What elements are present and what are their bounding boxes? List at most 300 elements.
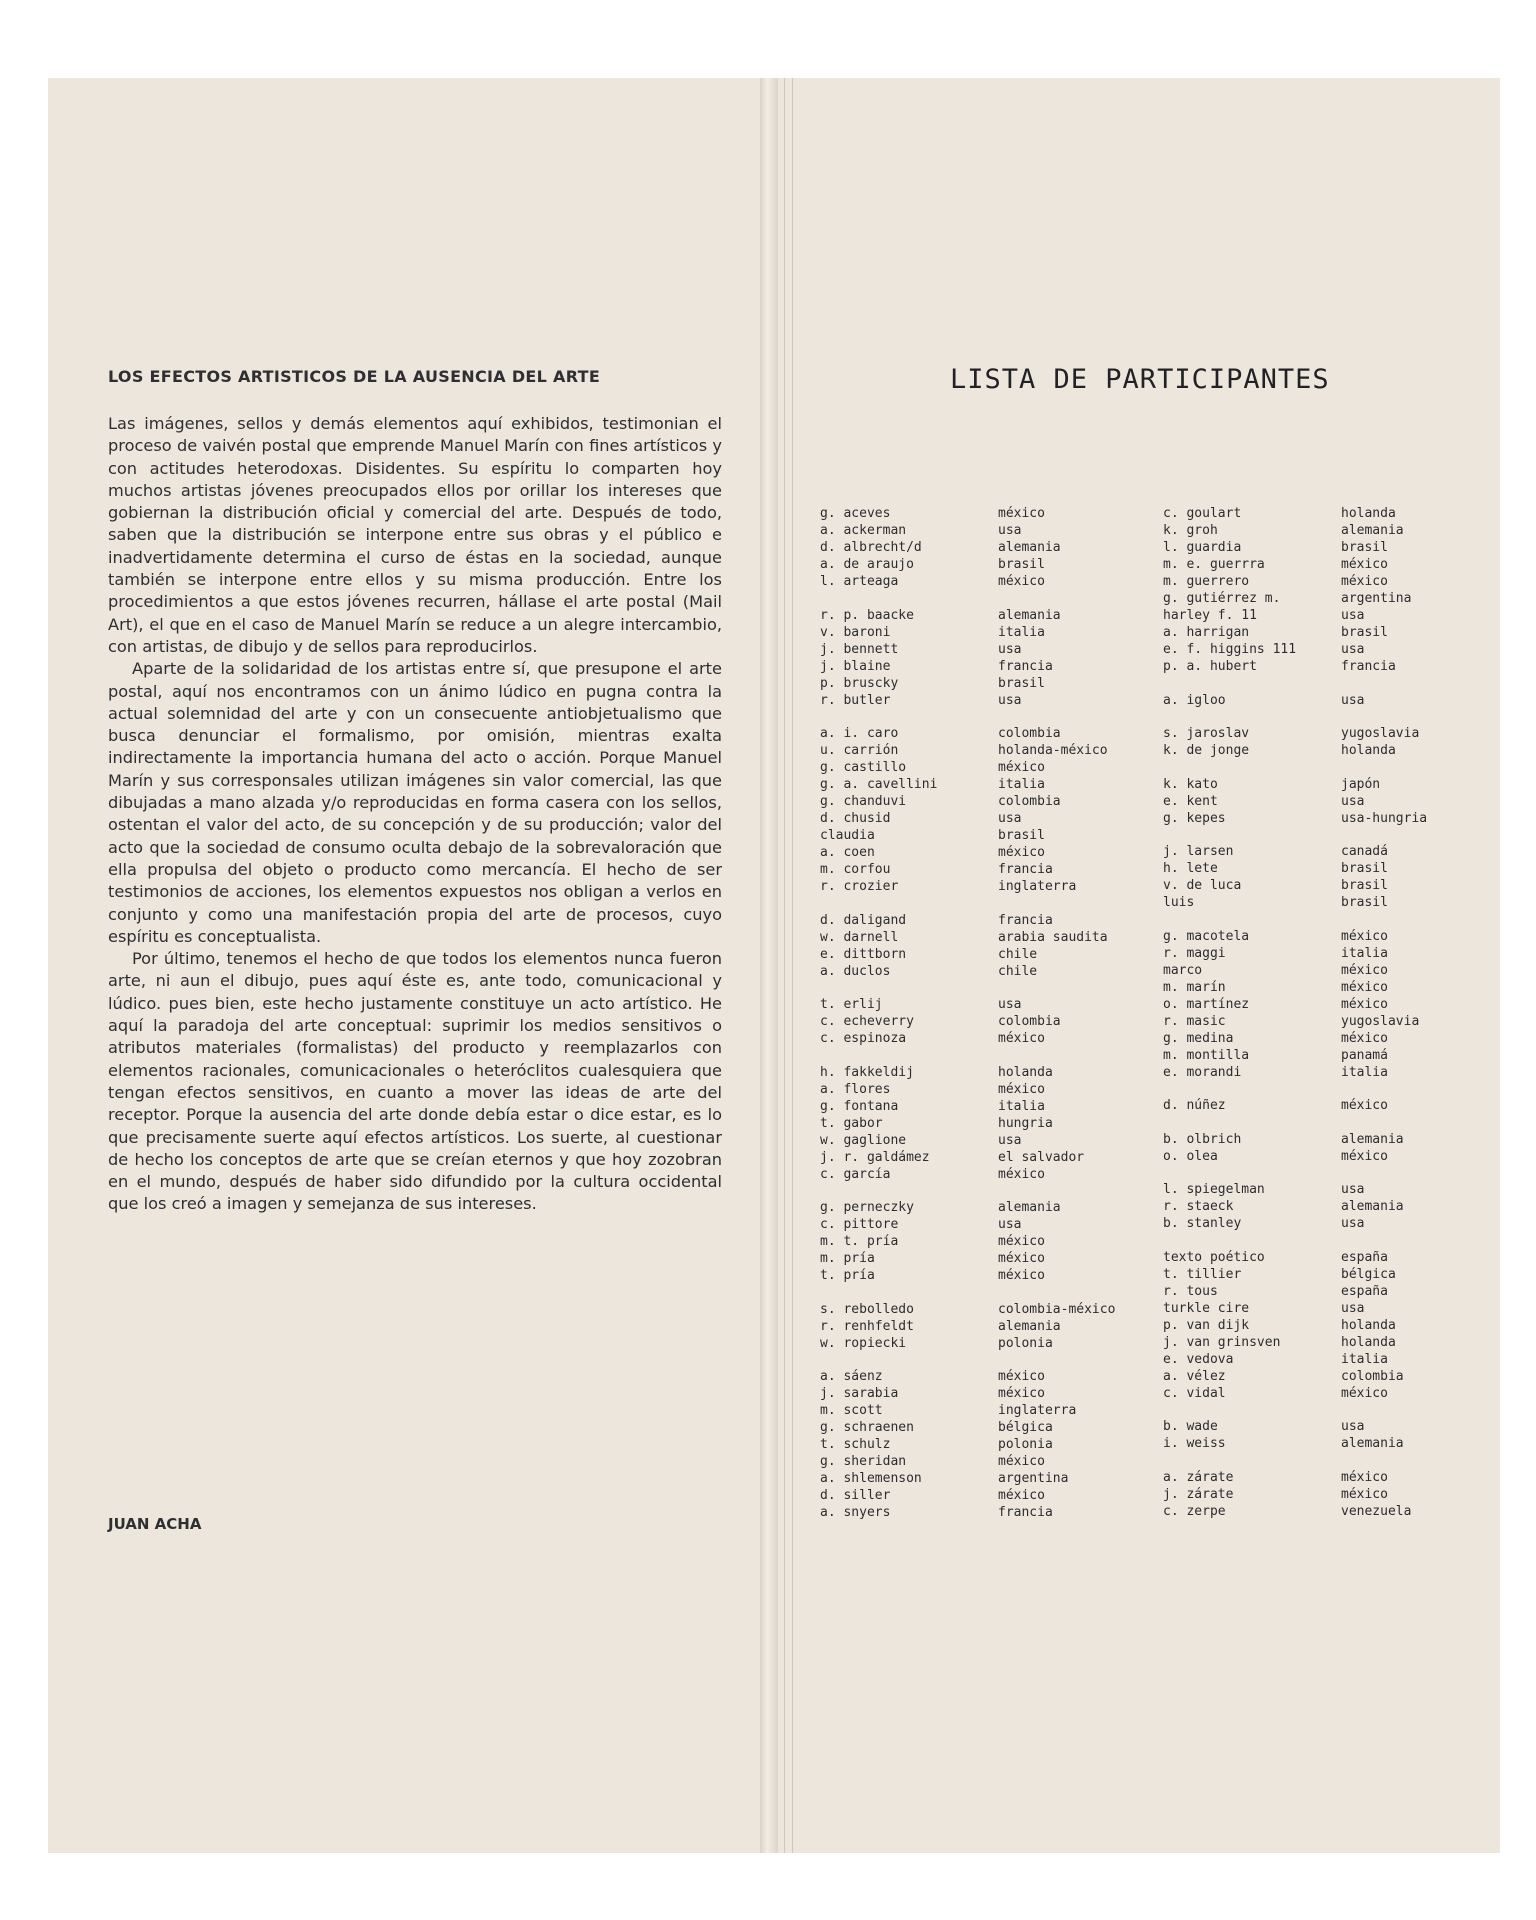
participant-row [1163, 928, 1513, 945]
participant-row [1163, 742, 1513, 759]
participant-country: méxico [1341, 928, 1388, 944]
participant-name: r. maggi [1163, 945, 1226, 961]
participant-name: luis [1163, 895, 1195, 910]
participant-country: méxico [998, 506, 1045, 521]
participant-row [820, 641, 1170, 658]
participant-row [820, 1149, 1170, 1166]
participant-country: panamá [1341, 1047, 1388, 1063]
participant-row [1163, 624, 1513, 641]
participant-country: alemania [1341, 523, 1404, 538]
participant-country: canadá [1341, 844, 1388, 859]
participant-name: m. e. guerrra [1163, 557, 1265, 572]
participant-group [820, 1064, 1170, 1183]
participant-country: brasil [1341, 878, 1388, 893]
participant-name: a. igloo [1163, 692, 1226, 708]
participant-country: colombia-méxico [998, 1301, 1116, 1317]
participant-row [1163, 1131, 1513, 1148]
participant-name: claudia [820, 828, 875, 843]
participant-row [820, 1115, 1170, 1132]
participant-country: colombia [1341, 1368, 1404, 1384]
participant-row [820, 1470, 1170, 1487]
participant-country: polonia [998, 1437, 1053, 1452]
participant-country: usa [1341, 1300, 1365, 1316]
participant-name: h. fakkeldij [820, 1064, 914, 1080]
participant-name: j. sarabia [820, 1386, 899, 1401]
participant-row [820, 658, 1170, 675]
participant-name: c. pittore [820, 1217, 899, 1232]
participant-row [1163, 539, 1513, 556]
participant-name: r. butler [820, 692, 891, 708]
participant-row [820, 1335, 1170, 1352]
participant-row [1163, 692, 1513, 709]
participant-name: b. stanley [1163, 1216, 1242, 1231]
participant-country: usa [1341, 642, 1365, 657]
participant-name: r. renhfeldt [820, 1318, 914, 1334]
participant-country: méxico [1341, 1030, 1388, 1046]
participant-group [1163, 1131, 1513, 1165]
participant-name: m. scott [820, 1403, 883, 1418]
participant-row [1163, 725, 1513, 742]
participant-row [820, 861, 1170, 878]
participant-row [1163, 1385, 1513, 1402]
participant-country: holanda [1341, 743, 1396, 758]
participant-country: usa [998, 1217, 1022, 1232]
participant-row [1163, 1013, 1513, 1030]
participant-country: méxico [998, 1268, 1045, 1283]
participant-country: usa [998, 641, 1022, 657]
participant-row [1163, 1249, 1513, 1266]
participant-name: k. groh [1163, 523, 1218, 538]
participant-name: c. vidal [1163, 1385, 1226, 1401]
participant-row [820, 912, 1170, 929]
participant-row [820, 1081, 1170, 1098]
participant-country: méxico [998, 1081, 1045, 1097]
participant-name: o. martínez [1163, 996, 1250, 1012]
participant-row [1163, 505, 1513, 522]
participant-group [1163, 928, 1513, 1081]
participant-country: bélgica [1341, 1266, 1396, 1282]
participant-name: c. echeverry [820, 1014, 914, 1029]
participant-name: t. gabor [820, 1115, 883, 1131]
participant-country: méxico [1341, 996, 1388, 1012]
participant-name: j. blaine [820, 658, 891, 674]
participant-name: l. spiegelman [1163, 1182, 1265, 1197]
participant-row [820, 963, 1170, 980]
participant-row [820, 725, 1170, 742]
participant-group [1163, 843, 1513, 911]
participant-group [1163, 1249, 1513, 1402]
participant-name: c. zerpe [1163, 1503, 1226, 1519]
participant-country: alemania [1341, 1199, 1404, 1214]
participant-country: brasil [1341, 625, 1388, 640]
participant-row [1163, 1503, 1513, 1520]
participant-row [1163, 590, 1513, 607]
participant-row [820, 878, 1170, 895]
participant-country: méxico [998, 1369, 1045, 1384]
participant-row [820, 759, 1170, 776]
participant-country: italia [998, 1098, 1045, 1114]
fold-crease [792, 78, 793, 1853]
participant-row [820, 776, 1170, 793]
participant-country: usa [1341, 692, 1365, 708]
participant-row [1163, 894, 1513, 911]
participant-country: francia [1341, 659, 1396, 674]
participant-name: texto poético [1163, 1249, 1265, 1265]
participant-country: usa [1341, 793, 1365, 809]
participant-name: j. bennett [820, 641, 899, 657]
participant-name: g. kepes [1163, 810, 1226, 826]
participant-name: w. darnell [820, 929, 899, 945]
participant-row [820, 742, 1170, 759]
participant-country: usa [998, 692, 1022, 708]
participant-name: t. erlij [820, 997, 883, 1012]
participant-row [1163, 1469, 1513, 1486]
participants-column-right [1163, 505, 1513, 1536]
participant-name: m. corfou [820, 862, 891, 877]
participant-group [1163, 1097, 1513, 1114]
participant-row [820, 1504, 1170, 1521]
participant-country: yugoslavia [1341, 1013, 1420, 1029]
participant-name: b. wade [1163, 1419, 1218, 1434]
participant-country: japón [1341, 776, 1381, 792]
participant-name: e. vedova [1163, 1351, 1234, 1367]
participant-group [1163, 1469, 1513, 1520]
participant-country: méxico [1341, 574, 1388, 589]
participant-name: t. tillier [1163, 1266, 1242, 1282]
participant-name: g. gutiérrez m. [1163, 591, 1281, 606]
participant-name: c. garcía [820, 1166, 891, 1182]
participant-row [820, 573, 1170, 590]
participant-name: e. morandi [1163, 1064, 1242, 1080]
participant-row [820, 1216, 1170, 1233]
participant-country: colombia [998, 794, 1061, 809]
participant-row [820, 556, 1170, 573]
participant-row [1163, 776, 1513, 793]
participant-country: inglaterra [998, 879, 1077, 894]
participant-row [820, 1013, 1170, 1030]
participant-country: francia [998, 862, 1053, 877]
participant-name: h. lete [1163, 861, 1218, 876]
participant-row [820, 929, 1170, 946]
participant-country: italia [1341, 945, 1388, 961]
essay-title: LOS EFECTOS ARTISTICOS DE LA AUSENCIA DEL ARTE [108, 367, 601, 386]
participant-row [1163, 945, 1513, 962]
participant-name: g. fontana [820, 1098, 899, 1114]
participant-country: el salvador [998, 1149, 1085, 1165]
participant-row [1163, 1435, 1513, 1452]
participant-name: a. snyers [820, 1505, 891, 1520]
participant-name: v. baroni [820, 624, 891, 640]
participant-country: méxico [1341, 1385, 1388, 1401]
participant-group [1163, 1181, 1513, 1232]
participant-name: c. espinoza [820, 1031, 907, 1046]
participant-name: a. ackerman [820, 523, 907, 538]
participant-row [1163, 1030, 1513, 1047]
participant-country: italia [1341, 1351, 1388, 1367]
participant-row [1163, 607, 1513, 624]
participant-name: c. goulart [1163, 506, 1242, 521]
participant-row [820, 1385, 1170, 1402]
essay-body [108, 413, 722, 1216]
participant-row [1163, 996, 1513, 1013]
participant-row [820, 996, 1170, 1013]
participant-name: a. duclos [820, 963, 891, 979]
participant-name: g. macotela [1163, 928, 1250, 944]
participant-row [820, 624, 1170, 641]
participant-row [820, 692, 1170, 709]
essay-paragraph: Las imágenes, sellos y demás elementos aquí exhibidos, testimonian el proceso de vaivén postal que emprende Manuel Marín con fines artísticos y con actitudes heterodoxas. Disidentes. Su espíritu lo comparten hoy muchos artistas jóvenes preocupados ellos por orillar los intereses que gobiernan la distribución oficial y comercial del arte. Después de todo, saben que la distribución se interpone entre sus obras y el público e inadvertidamente determina el curso de éstas en la sociedad, aunque también se interpone entre ellos y su misma producción. Entre los procedimientos a que estos jóvenes recurren, hállase el arte postal (Mail Art), el que en el caso de Manuel Marín se reduce a un alegre intercambio, con artistas, de dibujo y de sellos para reproducirlos. [108, 414, 722, 656]
participant-row [820, 505, 1170, 522]
participant-name: a. vélez [1163, 1368, 1226, 1384]
participant-group [820, 725, 1170, 895]
participant-row [820, 1267, 1170, 1284]
participants-column-left [820, 505, 1170, 1538]
participant-row [1163, 522, 1513, 539]
participant-country: usa [1341, 608, 1365, 623]
participant-name: r. masic [1163, 1013, 1226, 1029]
participant-country: usa [1341, 1182, 1365, 1197]
participant-row [1163, 1215, 1513, 1232]
participant-name: s. rebolledo [820, 1301, 914, 1317]
participant-country: alemania [1341, 1131, 1404, 1147]
participant-row [820, 522, 1170, 539]
participant-row [1163, 573, 1513, 590]
participant-name: e. f. higgins 111 [1163, 642, 1297, 657]
participant-country: brasil [998, 557, 1045, 572]
participant-row [820, 1250, 1170, 1267]
participant-name: a. coen [820, 845, 875, 860]
participant-row [820, 1436, 1170, 1453]
participant-row [1163, 1148, 1513, 1165]
participant-country: italia [998, 624, 1045, 640]
participant-country: italia [998, 777, 1045, 792]
participant-group [820, 607, 1170, 709]
essay-author: JUAN ACHA [108, 1515, 202, 1533]
participant-country: usa [998, 1132, 1022, 1148]
participant-country: hungria [998, 1115, 1053, 1131]
participant-name: turkle cire [1163, 1300, 1250, 1316]
participant-country: méxico [998, 760, 1045, 775]
participant-row [1163, 1351, 1513, 1368]
participant-row [820, 1233, 1170, 1250]
participant-country: usa-hungria [1341, 810, 1428, 826]
participant-country: alemania [998, 607, 1061, 623]
participant-name: t. pría [820, 1268, 875, 1283]
participant-country: brasil [1341, 861, 1388, 876]
participant-name: g. chanduvi [820, 794, 907, 809]
participant-name: r. p. baacke [820, 607, 914, 623]
participant-country: méxico [998, 1454, 1045, 1469]
participant-country: méxico [998, 1386, 1045, 1401]
participant-name: w. gaglione [820, 1132, 907, 1148]
participant-country: méxico [998, 1488, 1045, 1503]
participant-row [1163, 641, 1513, 658]
participant-name: m. t. pría [820, 1234, 899, 1249]
participant-row [820, 675, 1170, 692]
participant-name: marco [1163, 962, 1203, 978]
participant-row [1163, 1317, 1513, 1334]
participant-name: u. carrión [820, 743, 899, 758]
participant-name: harley f. 11 [1163, 608, 1257, 623]
participant-name: b. olbrich [1163, 1131, 1242, 1147]
participant-country: alemania [1341, 1436, 1404, 1451]
participant-name: g. aceves [820, 506, 891, 521]
participant-name: k. de jonge [1163, 743, 1250, 758]
participant-row [820, 1301, 1170, 1318]
participant-country: italia [1341, 1064, 1388, 1080]
participant-country: usa [998, 997, 1022, 1012]
participant-country: polonia [998, 1335, 1053, 1351]
participant-group [1163, 692, 1513, 709]
participant-name: g. perneczky [820, 1200, 914, 1215]
participant-country: colombia [998, 726, 1061, 741]
participant-group [820, 1199, 1170, 1284]
participant-name: a. zárate [1163, 1469, 1234, 1485]
participants-title: LISTA DE PARTICIPANTES [950, 364, 1330, 395]
participant-name: d. chusid [820, 811, 891, 826]
participant-country: méxico [998, 845, 1045, 860]
participant-name: l. arteaga [820, 574, 899, 589]
participant-row [820, 607, 1170, 624]
participant-name: j. zárate [1163, 1486, 1234, 1502]
participant-group [820, 1368, 1170, 1521]
participant-name: g. schraenen [820, 1420, 914, 1435]
participant-country: usa [1341, 1216, 1365, 1231]
participant-country: méxico [1341, 979, 1388, 995]
participant-row [1163, 1334, 1513, 1351]
participant-name: d. albrecht/d [820, 540, 922, 555]
participant-country: holanda [1341, 1317, 1396, 1333]
participant-country: méxico [1341, 1486, 1388, 1502]
participant-row [820, 810, 1170, 827]
participant-group [1163, 776, 1513, 827]
participant-row [1163, 793, 1513, 810]
participant-row [820, 1368, 1170, 1385]
participant-country: holanda-méxico [998, 743, 1108, 758]
participant-country: brasil [1341, 895, 1388, 910]
participant-name: e. kent [1163, 793, 1218, 809]
participant-country: méxico [1341, 1098, 1388, 1113]
participant-country: arabia saudita [998, 929, 1108, 945]
participant-name: d. núñez [1163, 1098, 1226, 1113]
participant-row [1163, 1181, 1513, 1198]
participant-country: chile [998, 963, 1038, 979]
participant-row [1163, 1486, 1513, 1503]
participant-country: alemania [998, 1200, 1061, 1215]
participant-country: usa [998, 811, 1022, 826]
participant-country: méxico [1341, 962, 1388, 978]
participant-row [820, 1487, 1170, 1504]
participant-name: p. bruscky [820, 675, 899, 691]
participant-country: colombia [998, 1014, 1061, 1029]
participant-country: alemania [998, 1318, 1061, 1334]
participant-name: i. weiss [1163, 1436, 1226, 1451]
participant-name: r. staeck [1163, 1199, 1234, 1214]
fold-crease [784, 78, 785, 1853]
participant-row [1163, 1283, 1513, 1300]
participant-name: g. a. cavellini [820, 777, 938, 792]
participant-group [1163, 725, 1513, 759]
participant-row [820, 1402, 1170, 1419]
participant-row [1163, 1418, 1513, 1435]
participant-name: p. van dijk [1163, 1317, 1250, 1333]
participant-country: españa [1341, 1249, 1388, 1265]
participant-row [1163, 1097, 1513, 1114]
participant-name: a. sáenz [820, 1369, 883, 1384]
participant-country: francia [998, 658, 1053, 674]
participant-name: j. larsen [1163, 844, 1234, 859]
participant-country: brasil [998, 828, 1045, 843]
participant-name: a. i. caro [820, 726, 899, 741]
participant-row [820, 539, 1170, 556]
participant-name: m. pría [820, 1251, 875, 1266]
participant-country: brasil [998, 675, 1045, 691]
essay-paragraph: Por último, tenemos el hecho de que todos los elementos nunca fueron arte, ni aun el dibujo, pues aquí éste es, ante todo, comunicacional y lúdico. pues bien, este hecho justamente constituye un acto artístico. He aquí la paradoja del arte conceptual: suprimir los medios sensitivos o atributos materiales (formalistas) del producto y reemplazarlos con elementos racionales, comunicacionales o heteróclitos cualesquiera que tengan efectos sensitivos, en cuanto a mover las ideas de arte del receptor. Porque la ausencia del arte donde debía estar o dice estar, es lo que precisamente suerte aquí efectos artísticos. Los suerte, al cuestionar de hecho los conceptos de arte que se creían eternos y que hoy zozobran en el mundo, después de haber sido difundido por la cultura occidental que los creó a imagen y semejanza de sus intereses. [108, 949, 722, 1214]
participant-country: méxico [998, 1234, 1045, 1249]
participant-country: méxico [998, 1251, 1045, 1266]
participant-row [820, 1132, 1170, 1149]
participant-row [820, 793, 1170, 810]
participant-group [820, 996, 1170, 1047]
participant-name: a. shlemenson [820, 1471, 922, 1486]
participant-name: s. jaroslav [1163, 726, 1250, 741]
participant-name: t. schulz [820, 1437, 891, 1452]
participant-name: p. a. hubert [1163, 659, 1257, 674]
participant-group [820, 1301, 1170, 1352]
participant-row [820, 1098, 1170, 1115]
participant-group [820, 912, 1170, 980]
participant-country: inglaterra [998, 1403, 1077, 1418]
participant-name: w. ropiecki [820, 1335, 907, 1351]
participant-country: méxico [998, 1031, 1045, 1046]
participant-row [820, 1166, 1170, 1183]
participant-country: méxico [998, 1166, 1045, 1182]
participant-row [820, 1064, 1170, 1081]
participant-country: usa [998, 523, 1022, 538]
participant-row [1163, 1300, 1513, 1317]
participant-row [820, 827, 1170, 844]
participant-country: méxico [998, 574, 1045, 589]
participant-name: g. medina [1163, 1030, 1234, 1046]
participant-row [1163, 860, 1513, 877]
participant-country: argentina [998, 1471, 1069, 1486]
participant-country: españa [1341, 1283, 1388, 1299]
participant-country: brasil [1341, 540, 1388, 555]
participant-country: holanda [1341, 506, 1396, 521]
participant-row [1163, 1064, 1513, 1081]
participant-row [1163, 962, 1513, 979]
participant-name: l. guardia [1163, 540, 1242, 555]
participant-country: méxico [1341, 557, 1388, 572]
participant-name: a. de araujo [820, 557, 914, 572]
participant-name: m. marín [1163, 979, 1226, 995]
participant-row [820, 1318, 1170, 1335]
participant-name: d. siller [820, 1488, 891, 1503]
participant-row [820, 1030, 1170, 1047]
participant-country: francia [998, 1505, 1053, 1520]
participant-country: argentina [1341, 591, 1412, 606]
participant-country: francia [998, 912, 1053, 928]
participant-row [820, 1419, 1170, 1436]
participant-name: r. crozier [820, 879, 899, 894]
participant-row [1163, 1047, 1513, 1064]
participant-row [1163, 877, 1513, 894]
participant-row [1163, 843, 1513, 860]
participant-country: venezuela [1341, 1503, 1412, 1519]
participant-name: g. castillo [820, 760, 907, 775]
participant-row [1163, 1198, 1513, 1215]
participant-name: r. tous [1163, 1283, 1218, 1299]
